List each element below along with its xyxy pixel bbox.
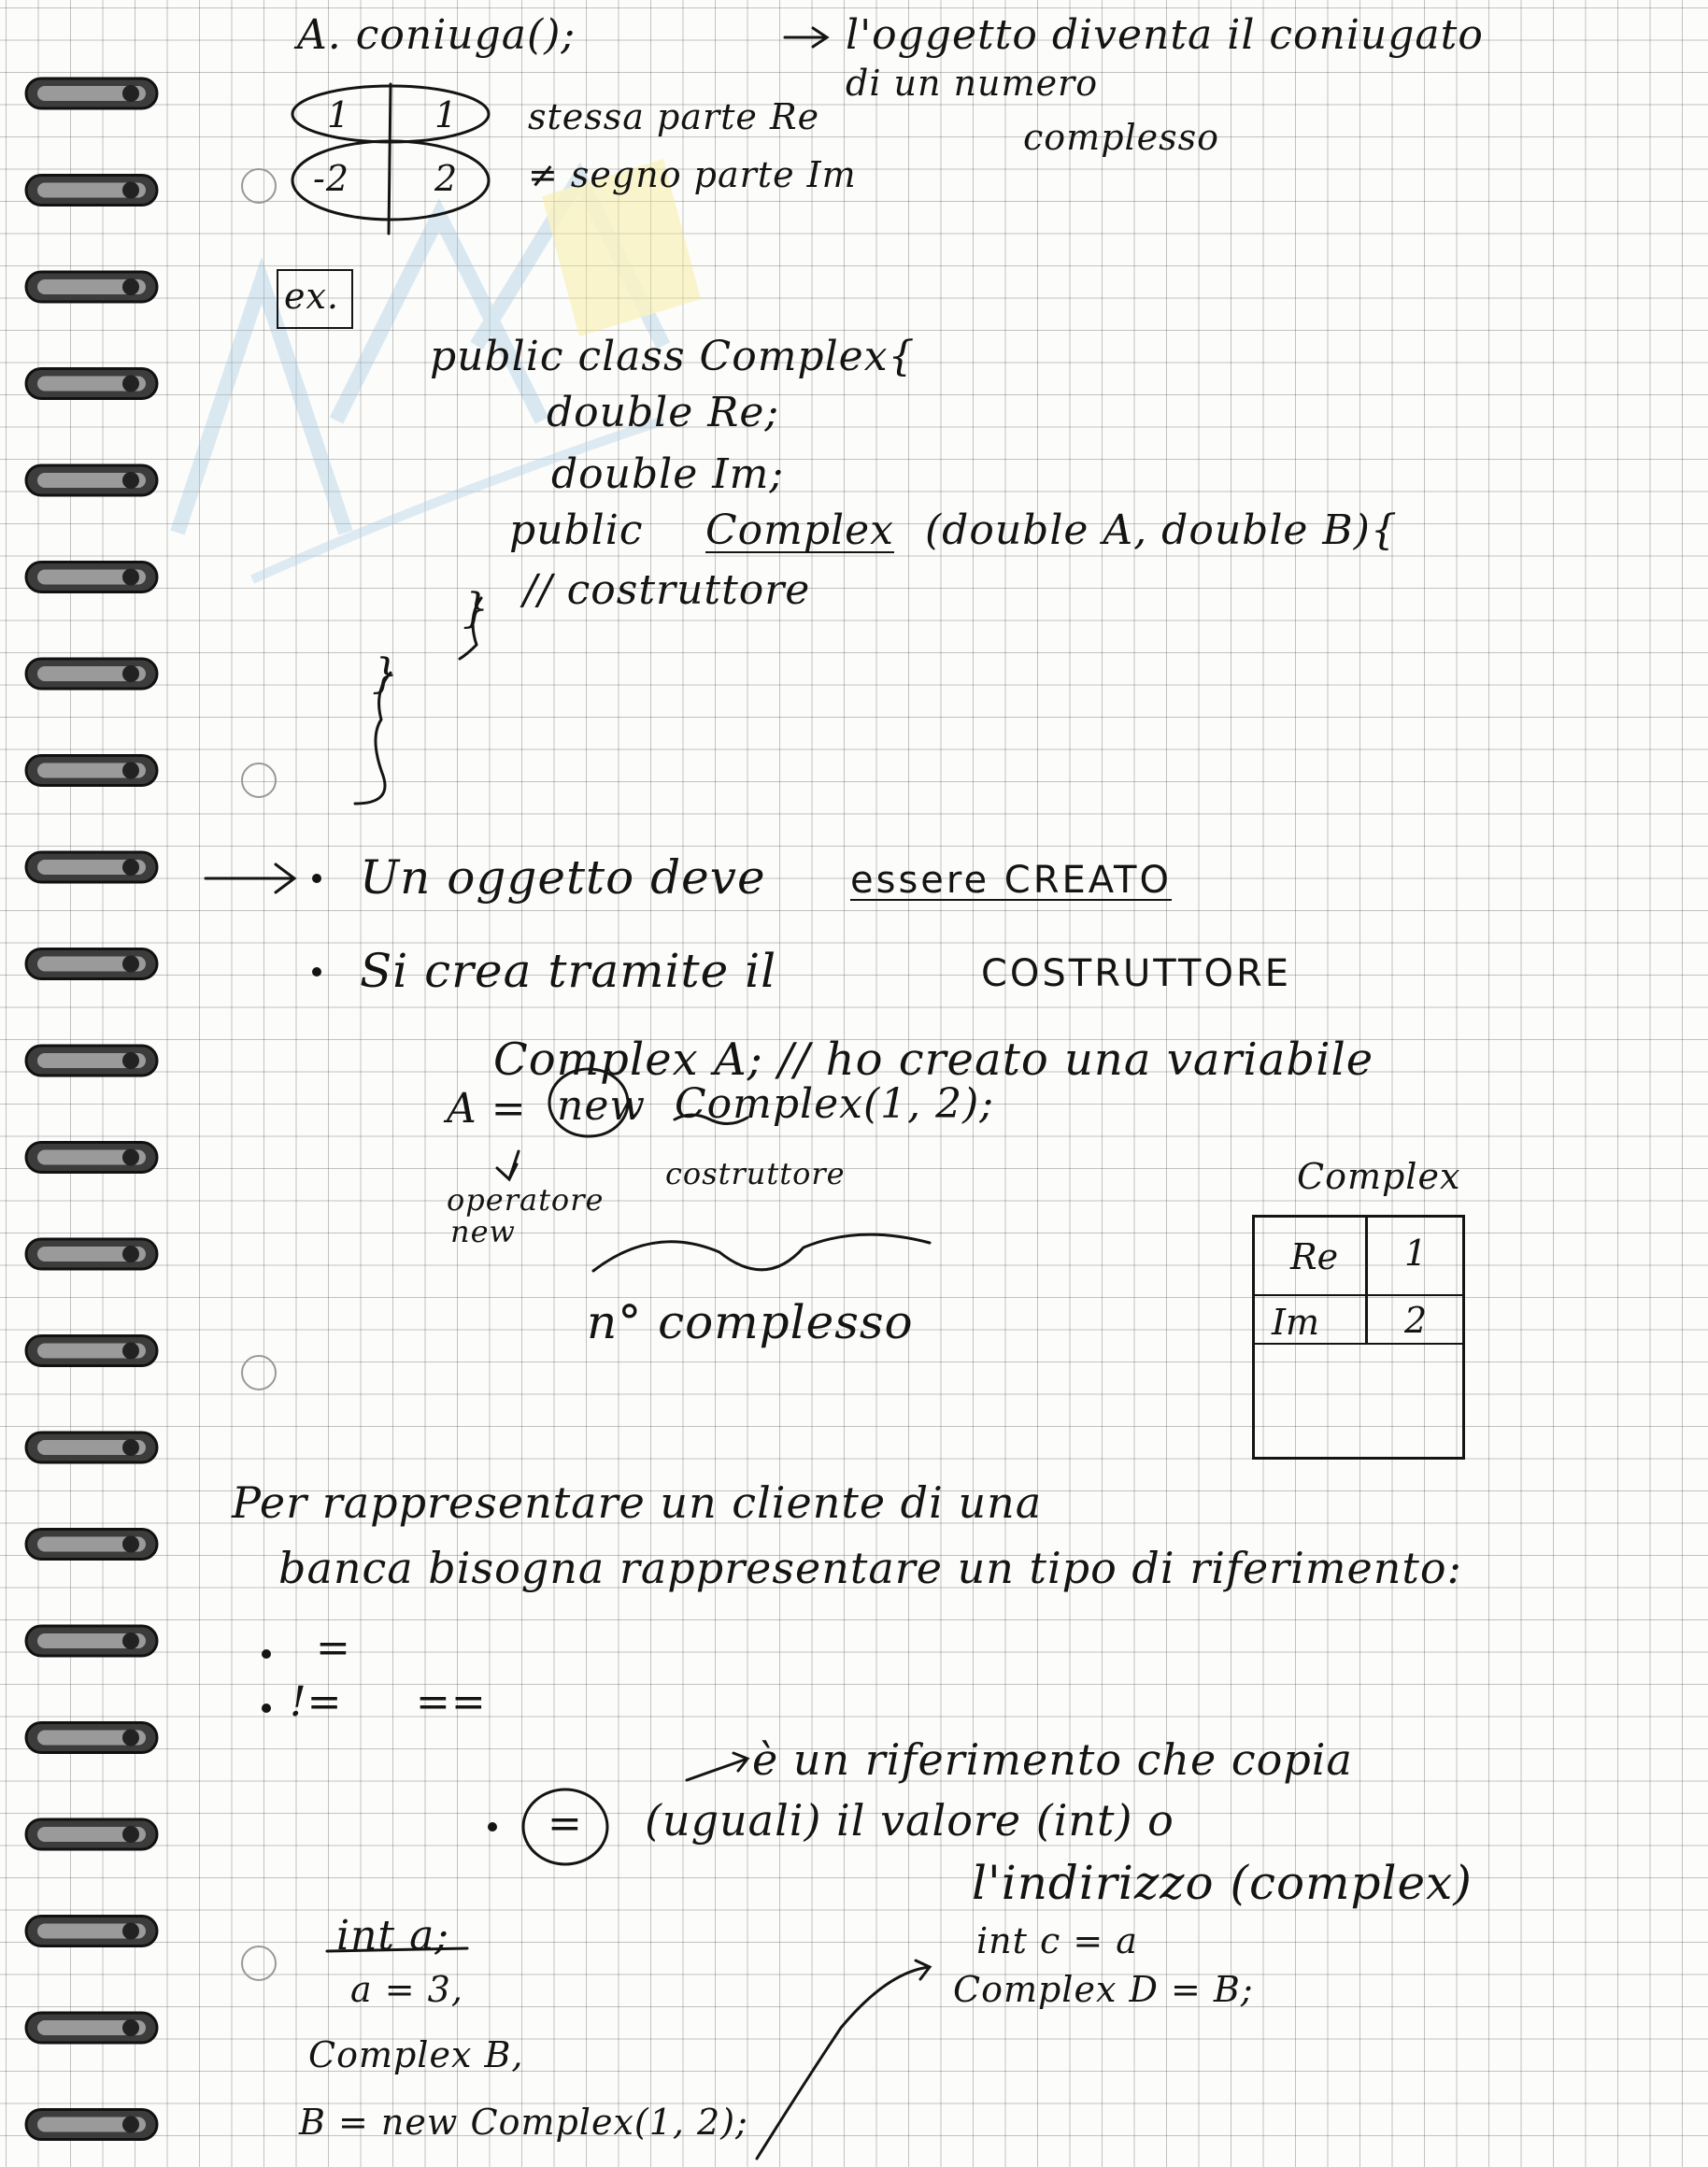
example-complex-b: Complex B, (308, 2034, 524, 2075)
row1-right: 1 (434, 94, 459, 135)
spiral-ring (26, 369, 157, 399)
spiral-ring (26, 659, 157, 689)
example-new-b: B = new Complex(1, 2); (299, 2102, 748, 2143)
eq-dot (488, 1822, 497, 1832)
bullet1-text-b: essere CREATO (850, 859, 1172, 902)
code-line-4c: (double A, double B){ (925, 506, 1398, 554)
table-divider (1365, 1218, 1368, 1343)
row2-note: ≠ segno parte Im (528, 154, 857, 195)
bank-line-1: Per rappresentare un cliente di una (232, 1477, 1043, 1528)
spiral-ring (26, 176, 157, 206)
code-line-3: double Im; (551, 450, 785, 498)
eq-desc-2: (uguali) il valore (int) o (645, 1795, 1174, 1846)
label-numero-complesso: n° complesso (587, 1295, 914, 1349)
eq-desc-1: è un riferimento che copia (752, 1734, 1353, 1785)
spiral-ring (26, 78, 157, 108)
code-line-1: public class Complex{ (430, 333, 916, 380)
op-equal: == (416, 1678, 487, 1726)
spiral-ring (26, 1626, 157, 1656)
row2-left: -2 (313, 158, 350, 199)
spiral-ring (26, 756, 157, 786)
eq-desc-3: l'indirizzo (complex) (972, 1856, 1473, 1910)
label-costruttore: costruttore (665, 1156, 846, 1191)
margin-mark (241, 763, 277, 798)
example-int-c: int c = a (976, 1920, 1138, 1961)
spiral-ring (26, 1530, 157, 1560)
margin-mark (241, 1355, 277, 1390)
bullet2-text-a: Si crea tramite il (360, 944, 777, 998)
assign-rhs: Complex(1, 2); (675, 1080, 995, 1128)
margin-mark (241, 168, 277, 204)
spiral-ring (26, 1723, 157, 1753)
spiral-ring (26, 1046, 157, 1076)
code-line-4b: Complex (705, 506, 894, 554)
spiral-ring (26, 1143, 157, 1173)
spiral-ring (26, 1917, 157, 1946)
bullet-dot-1 (312, 874, 321, 883)
declaration-line: Complex A; // ho creato una variabile (493, 1034, 1374, 1086)
label-operatore: operatore (447, 1182, 605, 1218)
op-dot-2 (262, 1704, 271, 1713)
conjugate-desc-2: di un numero (846, 63, 1099, 104)
complex-object-table (1252, 1215, 1465, 1460)
example-complex-d: Complex D = B; (953, 1969, 1254, 2010)
example-int-a: int a; (336, 1912, 450, 1960)
spiral-ring (26, 949, 157, 979)
conjugate-desc-1: l'oggetto diventa il coniugato (846, 11, 1484, 59)
table-im-value: 2 (1404, 1300, 1428, 1341)
spiral-ring (26, 465, 157, 495)
code-line-6: } (463, 585, 490, 633)
assign-lhs: A = (447, 1085, 527, 1133)
code-line-5: // costruttore (523, 566, 811, 614)
spiral-ring (26, 272, 157, 302)
op-assign: = (316, 1624, 351, 1672)
spiral-ring (26, 2013, 157, 2043)
row1-left: 1 (327, 94, 351, 135)
spiral-ring (26, 1336, 157, 1366)
spiral-ring (26, 2110, 157, 2140)
label-new: new (450, 1214, 516, 1249)
spiral-ring (26, 563, 157, 592)
code-line-7: } (372, 650, 399, 698)
code-line-4a: public (509, 506, 644, 554)
table-re-value: 1 (1404, 1233, 1428, 1274)
ex-label: ex. (284, 276, 339, 317)
bank-line-2: banca bisogna rappresentare un tipo di riferimento: (278, 1543, 1463, 1593)
assign-new: new (557, 1082, 647, 1130)
bullet-dot-2 (312, 967, 321, 977)
spiral-ring (26, 852, 157, 882)
spiral-ring (26, 1239, 157, 1269)
table-title: Complex (1297, 1156, 1461, 1197)
table-re-label: Re (1290, 1236, 1339, 1277)
bullet2-text-b: COSTRUTTORE (981, 952, 1292, 995)
eq-symbol: = (548, 1800, 583, 1847)
table-im-label: Im (1272, 1302, 1320, 1343)
conjugate-call: A. coniuga(); (297, 11, 576, 59)
row2-right: 2 (434, 158, 459, 199)
op-not-equal: != (290, 1678, 343, 1726)
example-a-3: a = 3, (350, 1969, 463, 2010)
spiral-binding (0, 0, 178, 2167)
row1-note: stessa parte Re (528, 96, 820, 137)
code-line-2: double Re; (547, 389, 780, 436)
conjugate-desc-3: complesso (1023, 117, 1220, 158)
bullet1-text-a: Un oggetto deve (360, 850, 766, 905)
spiral-ring (26, 1819, 157, 1849)
watermark-logo (140, 140, 776, 626)
op-dot-1 (262, 1649, 271, 1659)
margin-mark (241, 1946, 277, 1981)
spiral-ring (26, 1433, 157, 1462)
table-row (1255, 1218, 1462, 1296)
